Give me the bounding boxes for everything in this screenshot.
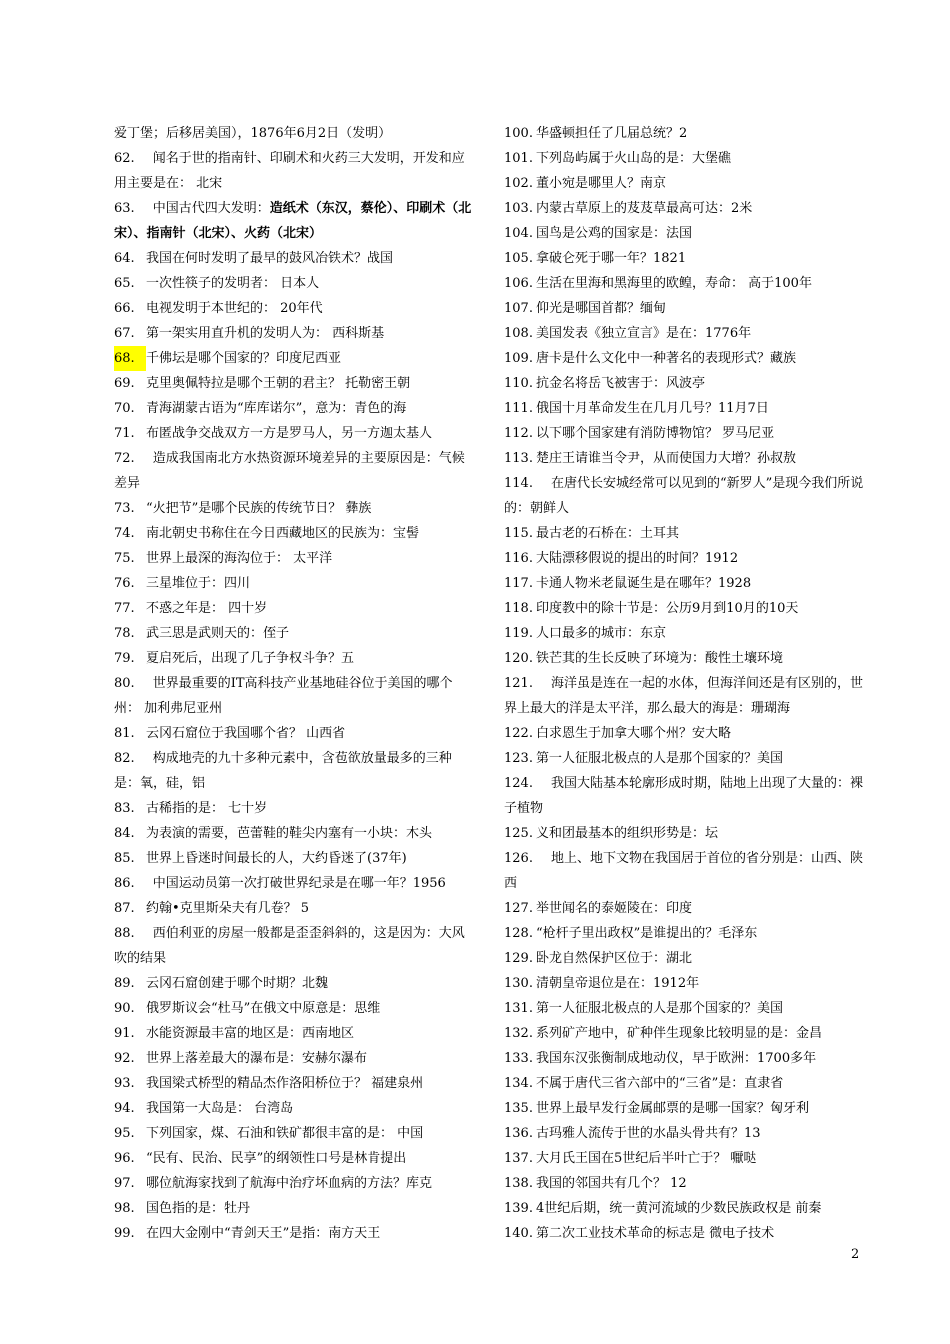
list-item <box>114 721 476 746</box>
list-item <box>504 646 864 671</box>
item-number: 85. <box>114 851 135 866</box>
list-item <box>504 571 864 596</box>
item-text: 我国第一大岛是： 台湾岛 <box>146 1101 294 1116</box>
item-number: 64. <box>114 251 135 266</box>
list-item <box>504 246 864 271</box>
item-text: 西伯利亚的房屋一般都是歪歪斜斜的，这是因为：大风吹的结果 <box>114 926 465 966</box>
item-number: 99. <box>114 1226 135 1241</box>
item-number: 97. <box>114 1176 135 1191</box>
item-text: 第一架实用直升机的发明人为： 西科斯基 <box>146 326 385 341</box>
item-number: 127. <box>504 901 533 916</box>
list-item <box>114 446 476 496</box>
item-number: 110. <box>504 376 533 391</box>
list-item <box>114 396 476 421</box>
item-number: 63. <box>114 201 135 216</box>
list-item <box>114 796 476 821</box>
item-number: 139. <box>504 1201 533 1216</box>
list-item <box>114 871 476 896</box>
item-text: 水能资源最丰富的地区是：西南地区 <box>146 1026 355 1041</box>
item-number: 135. <box>504 1101 533 1116</box>
item-number: 89. <box>114 976 135 991</box>
item-text: 唐卡是什么文化中一种著名的表现形式？藏族 <box>536 351 797 366</box>
list-item <box>504 1171 864 1196</box>
list-item <box>504 1021 864 1046</box>
list-item <box>504 1221 864 1246</box>
item-number: 66. <box>114 301 135 316</box>
list-item <box>504 721 864 746</box>
item-number: 70. <box>114 401 135 416</box>
item-number: 91. <box>114 1026 135 1041</box>
list-item <box>504 1096 864 1121</box>
item-number: 138. <box>504 1176 533 1191</box>
list-item <box>114 1021 476 1046</box>
item-text: 中国运动员第一次打破世界纪录是在哪一年？1956 <box>152 876 446 891</box>
item-text: 地上、地下文物在我国居于首位的省分别是：山西、陕西 <box>504 851 863 891</box>
item-number: 94. <box>114 1101 135 1116</box>
item-text: 下列国家，煤、石油和铁矿都很丰富的是： 中国 <box>146 1126 424 1141</box>
item-text: 青海湖蒙古语为“库库诺尔”，意为：青色的海 <box>146 401 407 416</box>
item-number: 107. <box>504 301 533 316</box>
list-item <box>114 321 476 346</box>
item-number: 69. <box>114 376 135 391</box>
item-text: 第二次工业技术革命的标志是 微电子技术 <box>536 1226 775 1241</box>
list-item <box>114 271 476 296</box>
list-item <box>504 171 864 196</box>
list-item <box>114 621 476 646</box>
list-item <box>504 1196 864 1221</box>
continued-text: 爱丁堡；后移居美国），1876年6月2日（发明） <box>114 126 392 141</box>
item-number: 83. <box>114 801 135 816</box>
list-item <box>504 196 864 221</box>
item-number: 95. <box>114 1126 135 1141</box>
item-number: 101. <box>504 151 533 166</box>
left-column <box>114 121 476 1246</box>
item-number: 132. <box>504 1026 533 1041</box>
item-text: 国鸟是公鸡的国家是：法国 <box>536 226 693 241</box>
list-item <box>504 471 864 521</box>
item-text: “枪杆子里出政权”是谁提出的？毛泽东 <box>536 926 758 941</box>
item-number: 98. <box>114 1201 135 1216</box>
list-item <box>114 846 476 871</box>
item-number: 123. <box>504 751 533 766</box>
list-item <box>114 646 476 671</box>
list-item <box>504 296 864 321</box>
item-number: 122. <box>504 726 533 741</box>
item-text: 中国古代四大发明： <box>152 201 270 216</box>
item-text: 不属于唐代三省六部中的“三省”是：直隶省 <box>536 1076 784 1091</box>
item-number: 120. <box>504 651 533 666</box>
item-text: 我国大陆基本轮廓形成时期，陆地上出现了大量的：裸子植物 <box>504 776 863 816</box>
item-text: 构成地壳的九十多种元素中，含苞欲放量最多的三种是：氧，硅，铝 <box>114 751 452 791</box>
list-item <box>114 346 476 371</box>
item-text: 下列岛屿属于火山岛的是：大堡礁 <box>536 151 732 166</box>
list-item <box>504 371 864 396</box>
item-number: 103. <box>504 201 533 216</box>
item-number: 74. <box>114 526 135 541</box>
item-text: 世界上最早发行金属邮票的是哪一国家？匈牙利 <box>536 1101 810 1116</box>
list-item <box>504 271 864 296</box>
item-number: 78. <box>114 626 135 641</box>
item-number: 92. <box>114 1051 135 1066</box>
item-number: 65. <box>114 276 135 291</box>
list-item <box>504 121 864 146</box>
item-number: 90. <box>114 1001 135 1016</box>
item-number: 112. <box>504 426 533 441</box>
item-text: 我国东汉张衡制成地动仪，早于欧洲：1700多年 <box>536 1051 817 1066</box>
item-text: 我国梁式桥型的精品杰作洛阳桥位于？ 福建泉州 <box>146 1076 424 1091</box>
list-item <box>504 146 864 171</box>
page-number: 2 <box>851 1247 860 1262</box>
item-number: 130. <box>504 976 533 991</box>
list-item <box>114 146 476 196</box>
item-text: 华盛顿担任了几届总统？2 <box>536 126 688 141</box>
item-number: 128. <box>504 926 533 941</box>
item-number: 79. <box>114 651 135 666</box>
list-item <box>504 996 864 1021</box>
item-text: 美国发表《独立宣言》是在：1776年 <box>536 326 752 341</box>
item-number: 118. <box>504 601 533 616</box>
list-item <box>114 996 476 1021</box>
item-text: 生活在里海和黑海里的欧鳇，寿命： 高于100年 <box>536 276 812 291</box>
item-number: 114. <box>504 476 533 491</box>
item-number: 82. <box>114 751 135 766</box>
item-text: 卧龙自然保护区位于：湖北 <box>536 951 693 966</box>
item-number: 111. <box>504 401 533 416</box>
item-text: 海洋虽是连在一起的水体，但海洋间还是有区别的，世界上最大的洋是太平洋，那么最大的海是：珊瑚海 <box>504 676 863 716</box>
list-item <box>114 371 476 396</box>
item-text: 最古老的石桥在：土耳其 <box>536 526 680 541</box>
item-text: 我国的邻国共有几个？ 12 <box>536 1176 687 1191</box>
item-text: 举世闻名的泰姬陵在：印度 <box>536 901 693 916</box>
list-item <box>504 921 864 946</box>
item-text: 一次性筷子的发明者： 日本人 <box>146 276 320 291</box>
list-item <box>504 1121 864 1146</box>
list-item <box>504 221 864 246</box>
item-text: 抗金名将岳飞被害于：风波亭 <box>536 376 706 391</box>
item-number: 140. <box>504 1226 533 1241</box>
item-text: 大月氏王国在5世纪后半叶亡于？ 嚈哒 <box>536 1151 757 1166</box>
list-item <box>114 571 476 596</box>
item-text: 俄罗斯议会“杜马”在俄文中原意是：思维 <box>146 1001 381 1016</box>
item-number: 104. <box>504 226 533 241</box>
list-item <box>504 746 864 771</box>
item-text: 为表演的需要，芭蕾鞋的鞋尖内塞有一小块：木头 <box>146 826 433 841</box>
list-item <box>504 846 864 896</box>
item-text: 世界上落差最大的瀑布是：安赫尔瀑布 <box>146 1051 368 1066</box>
item-text: 俄国十月革命发生在几月几号？11月7日 <box>536 401 769 416</box>
item-text: 闻名于世的指南针、印刷术和火药三大发明，开发和应用主要是在： 北宋 <box>114 151 465 191</box>
item-number: 116. <box>504 551 533 566</box>
item-number: 119. <box>504 626 533 641</box>
item-number: 109. <box>504 351 533 366</box>
item-text: 南北朝史书称住在今日西藏地区的民族为：宝髻 <box>146 526 420 541</box>
item-text: 云冈石窟创建于哪个时期？北魏 <box>146 976 329 991</box>
item-text: 第一人征服北极点的人是那个国家的？美国 <box>536 1001 784 1016</box>
item-number: 131. <box>504 1001 533 1016</box>
item-text: 义和团最基本的组织形势是：坛 <box>536 826 719 841</box>
item-number: 71. <box>114 426 135 441</box>
list-item <box>504 671 864 721</box>
item-number: 136. <box>504 1126 533 1141</box>
list-item <box>504 1046 864 1071</box>
right-column <box>504 121 864 1246</box>
item-text: 武三思是武则天的：侄子 <box>146 626 290 641</box>
item-text: 系列矿产地中，矿种伴生现象比较明显的是：金昌 <box>536 1026 823 1041</box>
list-item <box>114 821 476 846</box>
item-text: 大陆漂移假说的提出的时间？1912 <box>536 551 739 566</box>
item-number: 93. <box>114 1076 135 1091</box>
item-text: 印度教中的除十节是：公历9月到10月的10天 <box>536 601 799 616</box>
item-number: 62. <box>114 151 135 166</box>
item-text: 世界上昏迷时间最长的人，大约昏迷了(37年) <box>146 851 407 866</box>
list-item <box>114 421 476 446</box>
item-number: 84. <box>114 826 135 841</box>
item-text: 世界最重要的IT高科技产业基地硅谷位于美国的哪个州： 加利弗尼亚州 <box>114 676 453 716</box>
list-item <box>114 246 476 271</box>
item-number: 80. <box>114 676 135 691</box>
list-item <box>504 346 864 371</box>
item-text: 云冈石窟位于我国哪个省？ 山西省 <box>146 726 346 741</box>
list-item <box>114 196 476 246</box>
list-item <box>504 321 864 346</box>
item-text: 楚庄王请谁当令尹，从而使国力大增？孙叔敖 <box>536 451 797 466</box>
item-number: 67. <box>114 326 135 341</box>
item-number: 137. <box>504 1151 533 1166</box>
list-item <box>504 446 864 471</box>
item-number: 134. <box>504 1076 533 1091</box>
item-number: 87. <box>114 901 135 916</box>
item-number: 106. <box>504 276 533 291</box>
list-item <box>114 596 476 621</box>
item-number: 126. <box>504 851 533 866</box>
item-text: 不惑之年是： 四十岁 <box>146 601 268 616</box>
item-number: 81. <box>114 726 135 741</box>
list-item <box>504 396 864 421</box>
list-item <box>504 971 864 996</box>
list-item <box>114 921 476 971</box>
list-item <box>504 771 864 821</box>
item-text: 国色指的是：牡丹 <box>146 1201 251 1216</box>
item-text: 铁芒萁的生长反映了环境为：酸性土壤环境 <box>536 651 784 666</box>
item-number: 108. <box>504 326 533 341</box>
item-number: 124. <box>504 776 533 791</box>
list-item <box>504 946 864 971</box>
item-number: 133. <box>504 1051 533 1066</box>
list-item <box>504 1146 864 1171</box>
item-text: 古稀指的是： 七十岁 <box>146 801 268 816</box>
item-text: 世界上最深的海沟位于： 太平洋 <box>146 551 333 566</box>
item-text: 内蒙古草原上的芨芨草最高可达：2米 <box>536 201 753 216</box>
item-text: 拿破仑死于哪一年？1821 <box>536 251 687 266</box>
list-item <box>504 1071 864 1096</box>
item-number: 100. <box>504 126 533 141</box>
item-text: “民有、民治、民享”的纲领性口号是林肯提出 <box>146 1151 407 1166</box>
item-text: 造成我国南北方水热资源环境差异的主要原因是：气候差异 <box>114 451 465 491</box>
list-item <box>114 1146 476 1171</box>
list-item <box>114 671 476 721</box>
item-text: 我国在何时发明了最早的鼓风冶铁术？战国 <box>146 251 394 266</box>
list-item <box>114 1096 476 1121</box>
item-text: 克里奥佩特拉是哪个王朝的君主？ 托勒密王朝 <box>146 376 411 391</box>
item-number: 77. <box>114 601 135 616</box>
item-number: 102. <box>504 176 533 191</box>
item-number: 75. <box>114 551 135 566</box>
item-text: 古玛雅人流传于世的水晶头骨共有？13 <box>536 1126 761 1141</box>
list-item <box>114 896 476 921</box>
item-number: 76. <box>114 576 135 591</box>
list-item <box>114 1071 476 1096</box>
list-item <box>114 1046 476 1071</box>
item-text: 白求恩生于加拿大哪个州？安大略 <box>536 726 732 741</box>
item-text: 董小宛是哪里人？南京 <box>536 176 667 191</box>
item-number: 121. <box>504 676 533 691</box>
list-item <box>504 621 864 646</box>
item-number: 113. <box>504 451 533 466</box>
item-text: 人口最多的城市：东京 <box>536 626 667 641</box>
item-number: 96. <box>114 1151 135 1166</box>
item-number: 73. <box>114 501 135 516</box>
list-item <box>114 546 476 571</box>
item-text: 千佛坛是哪个国家的？印度尼西亚 <box>146 351 342 366</box>
list-item <box>114 1171 476 1196</box>
item-text: 布匿战争交战双方一方是罗马人，另一方迦太基人 <box>146 426 433 441</box>
item-number: 117. <box>504 576 533 591</box>
list-item <box>114 496 476 521</box>
item-number: 86. <box>114 876 135 891</box>
item-text: 4世纪后期，统一黄河流域的少数民族政权是 前秦 <box>536 1201 822 1216</box>
item-text: 在四大金刚中“青剑天王”是指：南方天王 <box>146 1226 381 1241</box>
item-text: 电视发明于本世纪的： 20年代 <box>146 301 323 316</box>
list-item <box>114 1221 476 1246</box>
item-number: 129. <box>504 951 533 966</box>
item-number: 88. <box>114 926 135 941</box>
item-text: 以下哪个国家建有消防博物馆？ 罗马尼亚 <box>536 426 775 441</box>
list-item <box>504 896 864 921</box>
list-item <box>114 521 476 546</box>
list-item <box>504 546 864 571</box>
item-text-bold: 造纸术（东汉，蔡伦）、印刷术（北宋）、指南针（北宋）、火药（北宋） <box>114 201 472 241</box>
list-item <box>504 421 864 446</box>
item-text: 仰光是哪国首都？缅甸 <box>536 301 667 316</box>
item-text: 卡通人物米老鼠诞生是在哪年？1928 <box>536 576 752 591</box>
list-item <box>114 971 476 996</box>
item-text: 夏启死后，出现了几子争权斗争？五 <box>146 651 355 666</box>
item-text: 第一人征服北极点的人是那个国家的？美国 <box>536 751 784 766</box>
item-text: “火把节”是哪个民族的传统节日？ 彝族 <box>146 501 372 516</box>
item-text: 三星堆位于：四川 <box>146 576 251 591</box>
list-item <box>114 1196 476 1221</box>
list-item <box>504 596 864 621</box>
item-number: 68. <box>114 346 146 371</box>
item-text: 约翰•克里斯朵夫有几卷？ 5 <box>146 901 310 916</box>
item-text: 在唐代长安城经常可以见到的“新罗人”是现今我们所说的：朝鲜人 <box>504 476 864 516</box>
item-number: 115. <box>504 526 533 541</box>
list-item <box>114 1121 476 1146</box>
item-number: 105. <box>504 251 533 266</box>
list-item <box>504 821 864 846</box>
list-item <box>114 746 476 796</box>
item-text: 哪位航海家找到了航海中治疗坏血病的方法？库克 <box>146 1176 433 1191</box>
item-number: 72. <box>114 451 135 466</box>
item-number: 125. <box>504 826 533 841</box>
item-text: 清朝皇帝退位是在：1912年 <box>536 976 700 991</box>
list-item <box>114 296 476 321</box>
list-item <box>504 521 864 546</box>
